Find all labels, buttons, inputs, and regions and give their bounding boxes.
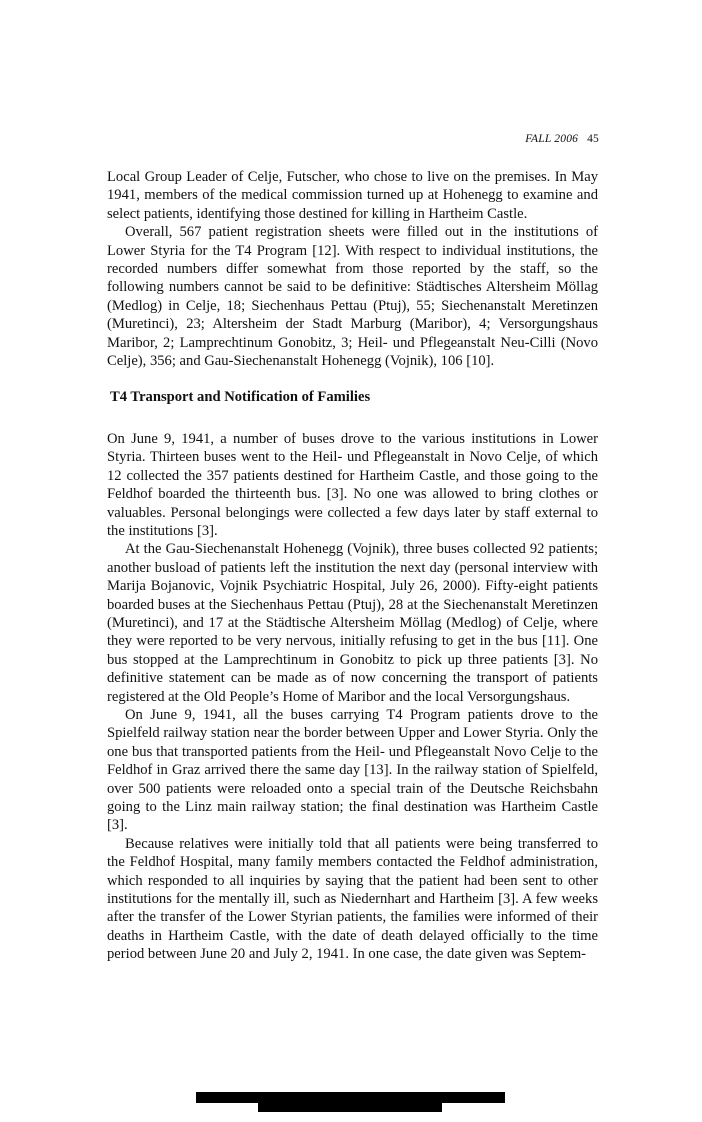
paragraph-5: On June 9, 1941, all the buses carrying T4 Program patients drove to the Spielfeld railway station near the border between Upper and Lower Styria. Only the one bus that transported patients from the Heil- und Pflegeanstalt Novo Celje to the Feldhof in Graz arrived there the same day [13]. In the railway station of Spielfeld, over 500 patients were reloaded onto a special train of the Deutsche Reichsbahn going to the Linz main railway station; the final destination was Hartheim Castle [3]. — [107, 706, 598, 834]
article-body — [107, 168, 598, 964]
running-head — [525, 133, 599, 145]
scan-redaction-bar-lower — [258, 1100, 442, 1112]
paragraph-3: On June 9, 1941, a number of buses drove to the various institutions in Lower Styria. Thirteen buses went to the Heil- und Pflegeanstalt in Novo Celje, of which 12 collected the 357 patients destined for Hartheim Castle, and those going to the Feldhof boarded the thirteenth bus. [3]. No one was allowed to bring clothes or valuables. Personal belongings were collected a few days later by staff external to the institutions [3]. — [107, 430, 598, 539]
paragraph-6: Because relatives were initially told that all patients were being transferred to the Feldhof Hospital, many family members contacted the Feldhof administration, which responded to all inquiries by saying that the patient had been sent to other institutions for the mentally ill, such as Niedernhart and Hartheim [3]. A few weeks after the transfer of the Lower Styrian patients, the families were informed of their deaths in Hartheim Castle, with the date of death delayed officially to the time period between June 20 and July 2, 1941. In one case, the date given was Septem- — [107, 835, 598, 963]
section-heading: T4 Transport and Notification of Families — [110, 389, 371, 406]
issue-label: FALL 2006 — [525, 133, 579, 145]
paragraph-2: Overall, 567 patient registration sheets were filled out in the institutions of Lower Styria for the T4 Program [12]. With respect to individual institutions, the recorded numbers differ somewhat from those reported by the staff, so the following numbers cannot be said to be definitive: Städtisches Altersheim Möllag (Medlog) in Celje, 18; Siechenhaus Pettau (Ptuj), 55; Siechenanstalt Meretinzen (Muretinci), 23; Altersheim der Stadt Marburg (Maribor), 4; Versorgungshaus Maribor, 2; Lamprechtinum Gonobitz, 3; Heil- und Pflegeanstalt Neu-Cilli (Novo Celje), 356; and Gau-Siechenanstalt Hohenegg (Vojnik), 106 [10]. — [107, 224, 598, 370]
paragraph-4: At the Gau-Siechenanstalt Hohenegg (Vojnik), three buses collected 92 patients; another busload of patients left the institution the next day (personal interview with Marija Bojanovic, Vojnik Psychiatric Hospital, July 26, 2000). Fifty-eight patients boarded buses at the Siechenhaus Pettau (Ptuj), 28 at the Siechenanstalt Meretinzen (Muretinci), and 17 at the Städtische Altersheim Möllag (Medlog) of Celje, where they were reported to be very nervous, initially refusing to get in the bus [11]. One bus stopped at the Lamprechtinum in Gonobitz to pick up three patients [3]. No definitive statement can be made as of now concerning the transport of patients registered at the Old People’s Home of Maribor and the local Versorgungshaus. — [107, 541, 598, 705]
paragraph-1: Local Group Leader of Celje, Futscher, who chose to live on the premises. In May 1941, members of the medical commission turned up at Hohenegg to examine and select patients, identifying those destined for killing in Hartheim Castle. — [107, 169, 598, 222]
page-number: 45 — [587, 133, 599, 145]
